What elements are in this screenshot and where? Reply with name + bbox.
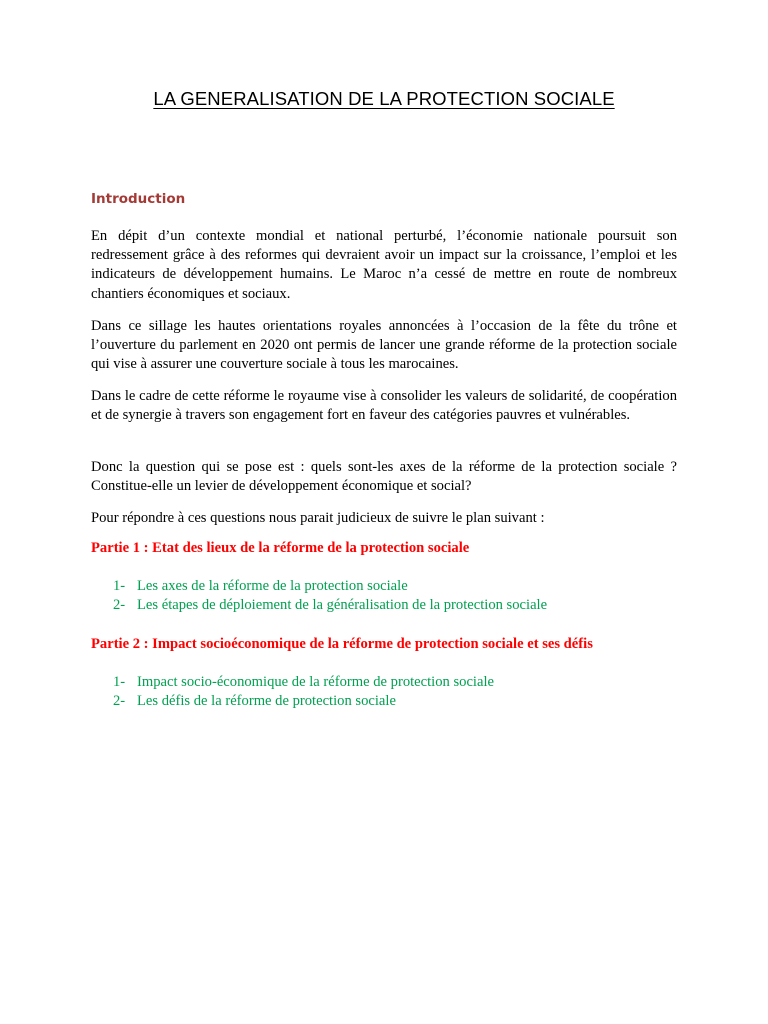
document-title: LA GENERALISATION DE LA PROTECTION SOCIALE (153, 88, 615, 109)
part-2-list (113, 673, 494, 711)
part-1-list (113, 577, 547, 615)
list-item (113, 596, 547, 615)
list-item-number: 2- (113, 597, 126, 614)
list-item-text: Les axes de la réforme de la protection sociale (137, 578, 408, 594)
list-item (113, 673, 494, 692)
intro-paragraph-2: Dans ce sillage les hautes orientations royales annoncées à l’occasion de la fête du trône et l’ouverture du parlement en 2020 ont permis de lancer une grande réforme de la protection sociale qui vise à assurer une couverture sociale à tous les marocaines. (91, 318, 677, 373)
intro-paragraph-1: En dépit d’un contexte mondial et national perturbé, l’économie nationale poursuit son redressement grâce à des reformes qui devraient avoir un impact sur la croissance, l’emploi et les indicateurs de développement humains. Le Maroc n’a cessé de mettre en route de nombreux chantiers économiques et sociaux. (91, 228, 677, 302)
list-item-text: Les étapes de déploiement de la généralisation de la protection sociale (137, 597, 548, 614)
list-item-text: Impact socio-économique de la réforme de protection sociale (137, 674, 494, 690)
plan-intro-paragraph: Pour répondre à ces questions nous parait judicieux de suivre le plan suivant : (91, 510, 545, 526)
introduction-heading: Introduction (91, 191, 186, 207)
list-item (113, 692, 494, 711)
intro-paragraph-3: Dans le cadre de cette réforme le royaume vise à consolider les valeurs de solidarité, de coopération et de synergie à travers son engagement fort en faveur des catégories pauvres et vulnérables. (91, 388, 677, 424)
part-2-heading: Partie 2 : Impact socioéconomique de la réforme de protection sociale et ses défis (91, 636, 593, 652)
list-item (113, 577, 547, 596)
part-1-heading: Partie 1 : Etat des lieux de la réforme de la protection sociale (91, 540, 470, 556)
problem-question-paragraph: Donc la question qui se pose est : quels sont-les axes de la réforme de la protection sociale ? Constitue-elle un levier de développement économique et social? (91, 459, 677, 495)
list-item-number: 1- (113, 674, 126, 690)
list-item-number: 2- (113, 693, 126, 710)
list-item-text: Les défis de la réforme de protection sociale (137, 693, 396, 710)
list-item-number: 1- (113, 578, 126, 594)
